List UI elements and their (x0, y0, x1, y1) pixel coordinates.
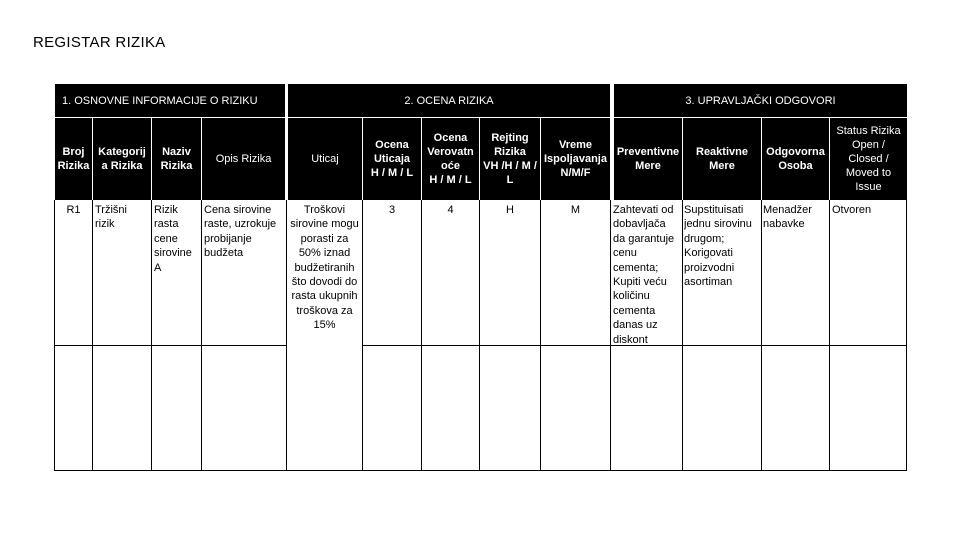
group-header-basic-info: 1. OSNOVNE INFORMACIJE O RIZIKU (55, 84, 285, 117)
group-header-risk-assessment: 2. OCENA RIZIKA (288, 84, 610, 117)
cell-rejting: H (506, 204, 514, 216)
cell-odgovorna: Menadžer nabavke (763, 204, 812, 231)
column-header-rejting: Rejting Rizika VH /H / M / L (480, 118, 540, 200)
cell-naziv: Rizik rasta cene sirovine A (154, 204, 192, 274)
cell-preventivne: Zahtevati od dobavljača da garantuje cenu cementa; Kupiti veću količinu cementa danas uz diskont (613, 204, 675, 346)
column-header-broj: Broj Rizika (55, 118, 92, 200)
cell-ocena-uticaja: 3 (388, 204, 396, 216)
group-header-management-responses: 3. UPRAVLJAČKI ODGOVORI (614, 84, 907, 117)
column-header-ocena-uticaja: Ocena Uticaja H / M / L (363, 118, 421, 200)
column-header-kategorija: Kategorij a Rizika (93, 118, 151, 200)
column-header-vreme: Vreme Ispoljavanja N/M/F (541, 118, 610, 200)
cell-ocena-verovatnoce: 4 (447, 204, 454, 216)
column-header-preventivne: Preventivne Mere (614, 118, 682, 200)
column-header-opis: Opis Rizika (202, 118, 285, 200)
cell-status: Otvoren (832, 204, 872, 216)
cell-vreme: M (570, 204, 581, 216)
cell-opis: Cena sirovine raste, uzrokuje probijanje budžeta (204, 204, 277, 260)
column-header-status: Status Rizika Open / Closed / Moved to Issue (830, 118, 907, 200)
page-title: REGISTAR RIZIKA (33, 34, 166, 51)
cell-kategorija: Tržišni rizik (95, 204, 127, 231)
column-header-reaktivne: Reaktivne Mere (683, 118, 761, 200)
cell-uticaj: Troškovi sirovine mogu porasti za 50% iznad budžetiranih što dovodi do rasta ukupnih troškova za 15% (290, 204, 359, 332)
column-header-odgovorna: Odgovorna Osoba (762, 118, 829, 200)
cell-broj: R1 (66, 204, 81, 216)
column-header-ocena-verovatnoce: Ocena Verovatn oće H / M / L (422, 118, 479, 200)
column-header-uticaj: Uticaj (288, 118, 362, 200)
cell-reaktivne: Supstituisati jednu sirovinu drugom; Korigovati proizvodni asortiman (684, 204, 752, 289)
column-header-naziv: Naziv Rizika (152, 118, 201, 200)
